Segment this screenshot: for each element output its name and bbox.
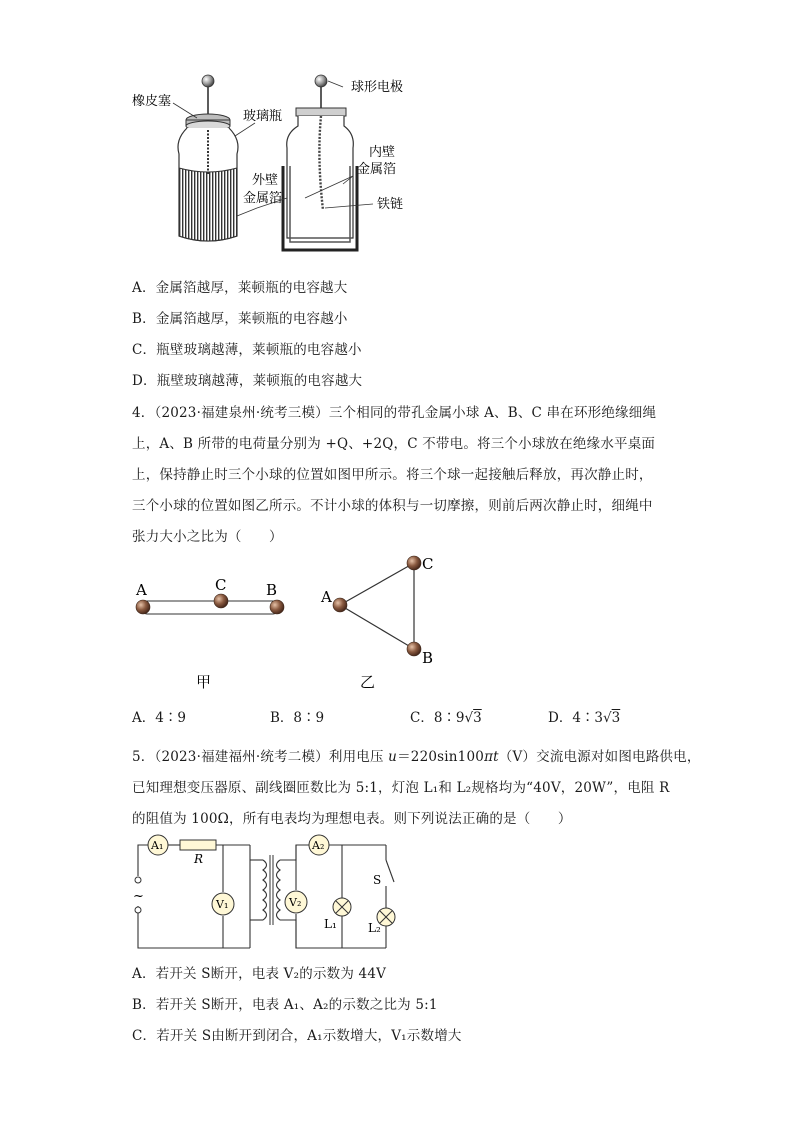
q3-option-c: C．瓶壁玻璃越薄，莱顿瓶的电容越小 <box>132 342 362 358</box>
q4-option-d-radicand: 3 <box>611 710 621 726</box>
label-b: B <box>422 649 434 667</box>
ball-c <box>214 594 228 608</box>
label-a: A <box>136 581 147 599</box>
ball-a <box>136 600 150 614</box>
q4-option-a: A．4∶9 <box>132 710 186 726</box>
q5-stem-line-1 <box>132 745 701 765</box>
q4-option-c <box>410 706 482 726</box>
resistor-r-label: R <box>194 852 204 866</box>
q4-option-c-prefix: C．8∶9 <box>410 710 465 726</box>
q4-option-b: B．8∶9 <box>270 710 325 726</box>
label-ball-electrode: 球形电极 <box>351 80 404 95</box>
lamp-l2-label: L₂ <box>368 921 381 935</box>
ammeter-a1-label: A₁ <box>151 839 164 852</box>
q5-line1-part-a: 5．（2023·福建福州·统考二模）利用电压 <box>132 749 389 765</box>
leyden-jar-figure <box>125 68 425 258</box>
ball-c <box>407 556 421 570</box>
label-inner-wall: 内壁 <box>369 145 396 160</box>
label-a: A <box>321 588 332 606</box>
q4-stem-line-5: 张力大小之比为（ ） <box>132 529 283 545</box>
q4-stem-line-2: 上，A、B 所带的电荷量分别为 +Q、+2Q，C 不带电。将三个小球放在绝缘水平桌面 <box>132 436 656 452</box>
q4-figure-jia <box>128 570 298 695</box>
label-inner-foil: 金属箔 <box>357 162 397 177</box>
ball-b <box>270 600 284 614</box>
sqrt-sign: √ <box>603 710 612 726</box>
voltmeter-v1-label: V₁ <box>216 898 229 911</box>
resistor-r <box>180 840 216 850</box>
lamp-l1 <box>333 898 351 916</box>
voltmeter-v2-label: V₂ <box>289 896 302 909</box>
q3-option-a: A．金属箔越厚，莱顿瓶的电容越大 <box>132 280 348 296</box>
ball-a <box>333 598 347 612</box>
q4-figure-yi <box>315 552 445 695</box>
label-c: C <box>215 576 227 594</box>
q5-var-u: u <box>388 749 398 765</box>
q4-option-d <box>548 706 620 726</box>
left-jar <box>178 75 238 241</box>
label-glass-bottle: 玻璃瓶 <box>243 109 283 124</box>
q3-option-b: B．金属箔越厚，莱顿瓶的电容越小 <box>132 311 348 327</box>
q5-circuit-diagram <box>128 830 413 955</box>
q5-option-b: B．若开关 S断开，电表 A₁、A₂的示数之比为 5:1 <box>132 997 438 1013</box>
label-iron-chain: 铁链 <box>377 197 404 212</box>
sqrt-sign: √ <box>464 710 474 726</box>
label-outer-foil: 金属箔 <box>243 191 283 206</box>
ac-source-symbol: ~ <box>133 889 144 904</box>
caption-jia: 甲 <box>196 673 212 691</box>
label-stopper: 橡皮塞 <box>132 94 172 109</box>
q4-stem-line-1: 4．（2023·福建泉州·统考三模）三个相同的带孔金属小球 A、B、C 串在环形绝缘细绳 <box>132 405 657 421</box>
label-outer-wall: 外壁 <box>252 173 279 188</box>
label-c: C <box>422 555 434 573</box>
q5-var-pi-t: πt <box>484 749 499 765</box>
q4-option-d-prefix: D．4∶3 <box>548 710 604 726</box>
q5-option-c: C．若开关 S由断开到闭合，A₁示数增大，V₁示数增大 <box>132 1028 462 1044</box>
q5-line1-part-c: （V）交流电源对如图电路供电， <box>498 749 701 765</box>
lamp-l1-label: L₁ <box>324 917 337 931</box>
ball-b <box>407 642 421 656</box>
ammeter-a2-label: A₂ <box>312 839 325 852</box>
q5-line1-part-b: ＝220sin100 <box>397 749 485 765</box>
q4-stem-line-3: 上，保持静止时三个小球的位置如图甲所示。将三个球一起接触后释放，再次静止时， <box>132 467 653 483</box>
right-jar <box>283 75 357 250</box>
label-b: B <box>266 581 278 599</box>
q4-option-c-radicand: 3 <box>473 710 482 726</box>
q3-option-d: D．瓶壁玻璃越薄，莱顿瓶的电容越大 <box>132 373 363 389</box>
switch-s-label: S <box>373 873 382 887</box>
q4-stem-line-4: 三个小球的位置如图乙所示。不计小球的体积与一切摩擦，则前后两次静止时，细绳中 <box>132 498 653 514</box>
caption-yi: 乙 <box>360 673 376 691</box>
q5-stem-line-2: 已知理想变压器原、副线圈匝数比为 5:1，灯泡 L₁和 L₂规格均为“40V，20W”，电阻 R <box>132 780 670 796</box>
q5-stem-line-3: 的阻值为 100Ω，所有电表均为理想电表。则下列说法正确的是（ ） <box>132 811 572 827</box>
q5-option-a: A．若开关 S断开，电表 V₂的示数为 44V <box>132 966 387 982</box>
